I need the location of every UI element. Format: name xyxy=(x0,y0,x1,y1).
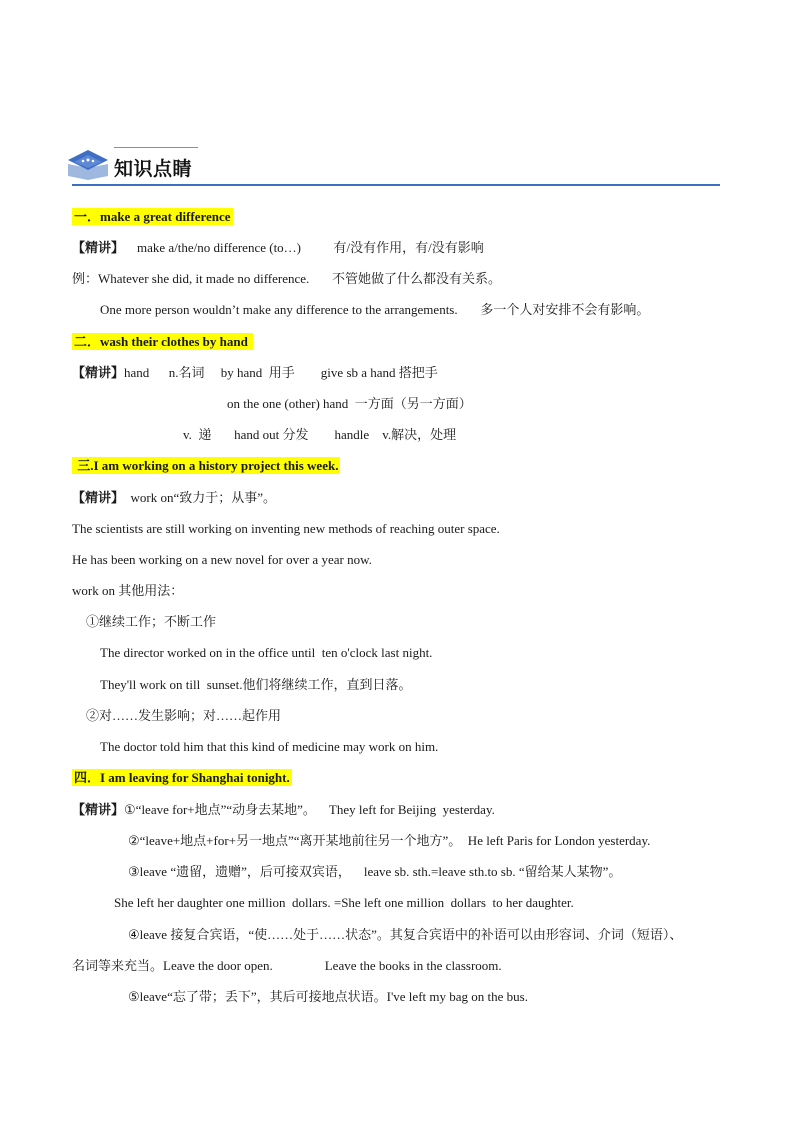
line-text: The scientists are still working on inventing new methods of reaching outer space. xyxy=(72,521,500,536)
text-line xyxy=(128,863,621,880)
title-top-rule xyxy=(114,147,198,148)
text-line xyxy=(100,644,432,661)
text-line xyxy=(128,926,682,943)
text-line xyxy=(86,707,281,724)
page-title: 知识点睛 xyxy=(114,158,193,180)
text-line xyxy=(183,426,456,443)
line-text: ④leave 接复合宾语，“使……处于……状态”。其复合宾语中的补语可以由形容词、介词（短语）、 xyxy=(128,927,683,942)
text-line xyxy=(72,489,276,506)
highlighted-heading-text: 四．I am leaving for Shanghai tonight. xyxy=(74,770,290,785)
bold-label: 【精讲】 xyxy=(72,240,125,255)
line-text: ①继续工作；不断工作 xyxy=(86,614,217,629)
text-line xyxy=(128,832,650,849)
line-text: make a/the/no difference (to…) 有/没有作用，有/没有影响 xyxy=(124,240,484,255)
text-line xyxy=(86,613,216,630)
bold-label: 【精讲】 xyxy=(72,802,125,817)
line-text: ②对……发生影响；对……起作用 xyxy=(86,708,282,723)
text-line xyxy=(100,738,438,755)
line-text: ⑤leave“忘了带；丢下”，其后可接地点状语。I've left my bag on the bus. xyxy=(128,989,528,1004)
line-text: v. 递 hand out 分发 handle v.解决，处理 xyxy=(183,427,457,442)
text-line xyxy=(100,676,411,693)
line-text: The director worked on in the office until ten o'clock last night. xyxy=(100,645,433,660)
text-line xyxy=(72,520,500,537)
line-text: ③leave “遗留，遗赠”，后可接双宾语， leave sb. sth.=leave sth.to sb. “留给某人某物”。 xyxy=(128,864,622,879)
line-text: They'll work on till sunset.他们将继续工作，直到日落。 xyxy=(100,677,412,692)
text-line xyxy=(72,582,183,599)
highlighted-heading-text: 三.I am working on a history project this week. xyxy=(74,458,339,473)
line-text: The doctor told him that this kind of medicine may work on him. xyxy=(100,739,439,754)
header-divider xyxy=(72,184,720,186)
heading-4 xyxy=(72,769,292,786)
heading-1 xyxy=(72,208,233,225)
bold-label: 【精讲】 xyxy=(72,490,125,505)
line-text: ②“leave+地点+for+另一地点”“离开某地前往另一个地方”。 He left Paris for London yesterday. xyxy=(128,833,651,848)
text-line xyxy=(72,957,502,974)
graduation-cap-icon xyxy=(66,146,110,182)
line-text: 例：Whatever she did, it made no difference. 不管她做了什么都没有关系。 xyxy=(72,271,502,286)
text-line xyxy=(72,239,484,256)
text-line xyxy=(100,301,649,318)
text-line xyxy=(114,894,574,911)
line-text: She left her daughter one million dollars. =She left one million dollars to her daughter. xyxy=(114,895,574,910)
highlighted-heading-text: 一．make a great difference xyxy=(74,209,231,224)
text-line xyxy=(128,988,528,1005)
line-text: work on 其他用法： xyxy=(72,583,184,598)
line-text: One more person wouldn’t make any difference to the arrangements. 多一个人对安排不会有影响。 xyxy=(100,302,650,317)
line-text: He has been working on a new novel for over a year now. xyxy=(72,552,372,567)
text-line xyxy=(72,551,372,568)
highlighted-heading-text: 二．wash their clothes by hand xyxy=(74,334,252,349)
text-line xyxy=(72,364,438,381)
text-line xyxy=(227,395,472,412)
line-text: 名词等来充当。Leave the door open. Leave the books in the classroom. xyxy=(72,958,502,973)
text-line xyxy=(72,801,495,818)
line-text: ①“leave for+地点”“动身去某地”。 They left for Beijing yesterday. xyxy=(124,802,495,817)
line-text: on the one (other) hand 一方面（另一方面） xyxy=(227,396,472,411)
text-line xyxy=(72,270,501,287)
bold-label: 【精讲】 xyxy=(72,365,125,380)
section-header xyxy=(66,142,720,188)
line-text: work on“致力于；从事”。 xyxy=(124,490,277,505)
heading-3 xyxy=(72,457,340,474)
heading-2 xyxy=(72,333,253,350)
line-text: hand n.名词 by hand 用手 give sb a hand 搭把手 xyxy=(124,365,438,380)
